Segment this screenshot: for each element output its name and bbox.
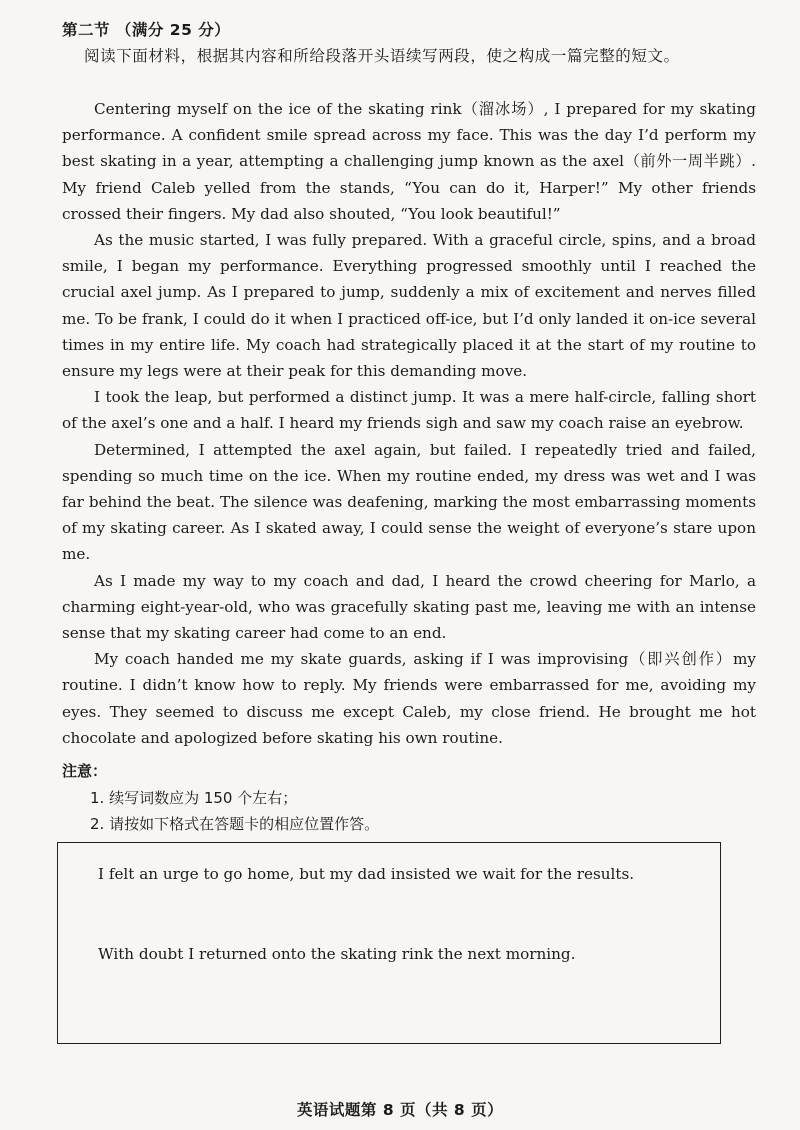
notes-title: 注意： — [62, 762, 108, 780]
passage-paragraph: Centering myself on the ice of the skating rink（溜冰场）, I prepared for my skating performance. A confident smile spread across my face. This was the day I’d perform my best skating in a year, attempting a challenging jump known as the axel（前外一周半跳）. My friend Caleb yelled from the stands, “You can do it, Harper!” My other friends crossed their fingers. My dad also shouted, “You look beautiful!” — [62, 100, 756, 223]
notes — [62, 760, 379, 839]
page-footer: 英语试题第 8 页（共 8 页） — [296, 1101, 504, 1119]
passage — [62, 96, 756, 751]
paragraph-opening-2: With doubt I returned onto the skating rink the next morning. — [98, 945, 576, 963]
answer-box — [57, 842, 721, 1044]
note-item: 1. 续写词数应为 150 个左右； — [90, 789, 298, 807]
passage-paragraph: My coach handed me my skate guards, asking if I was improvising（即兴创作）my routine. I didn’t know how to reply. My friends were embarrassed for me, avoiding my eyes. They seemed to discuss me except Caleb, my close friend. He brought me hot chocolate and apologized before skating his own routine. — [62, 650, 756, 747]
passage-paragraph: As the music started, I was fully prepared. With a graceful circle, spins, and a broad smile, I began my performance. Everything progressed smoothly until I reached the crucial axel jump. As I prepared to jump, suddenly a mix of excitement and nerves filled me. To be frank, I could do it when I practiced off-ice, but I’d only landed it on-ice several times in my entire life. My coach had strategically placed it at the start of my routine to ensure my legs were at their peak for this demanding move. — [62, 231, 756, 381]
instruction: 阅读下面材料，根据其内容和所给段落开头语续写两段，使之构成一篇完整的短文。 — [84, 47, 680, 65]
section-title: 第二节 （满分 25 分） — [62, 21, 231, 39]
note-item: 2. 请按如下格式在答题卡的相应位置作答。 — [90, 815, 380, 833]
paragraph-opening-1: I felt an urge to go home, but my dad insisted we wait for the results. — [98, 865, 635, 883]
passage-paragraph: I took the leap, but performed a distinct jump. It was a mere half-circle, falling short of the axel’s one and a half. I heard my friends sigh and saw my coach raise an eyebrow. — [62, 388, 756, 433]
passage-paragraph: As I made my way to my coach and dad, I heard the crowd cheering for Marlo, a charming eight-year-old, who was gracefully skating past me, leaving me with an intense sense that my skating career had come to an end. — [62, 571, 756, 643]
passage-paragraph: Determined, I attempted the axel again, but failed. I repeatedly tried and failed, spending so much time on the ice. When my routine ended, my dress was wet and I was far behind the beat. The silence was deafening, marking the most embarrassing moments of my skating career. As I skated away, I could sense the weight of everyone’s stare upon me. — [62, 440, 756, 564]
